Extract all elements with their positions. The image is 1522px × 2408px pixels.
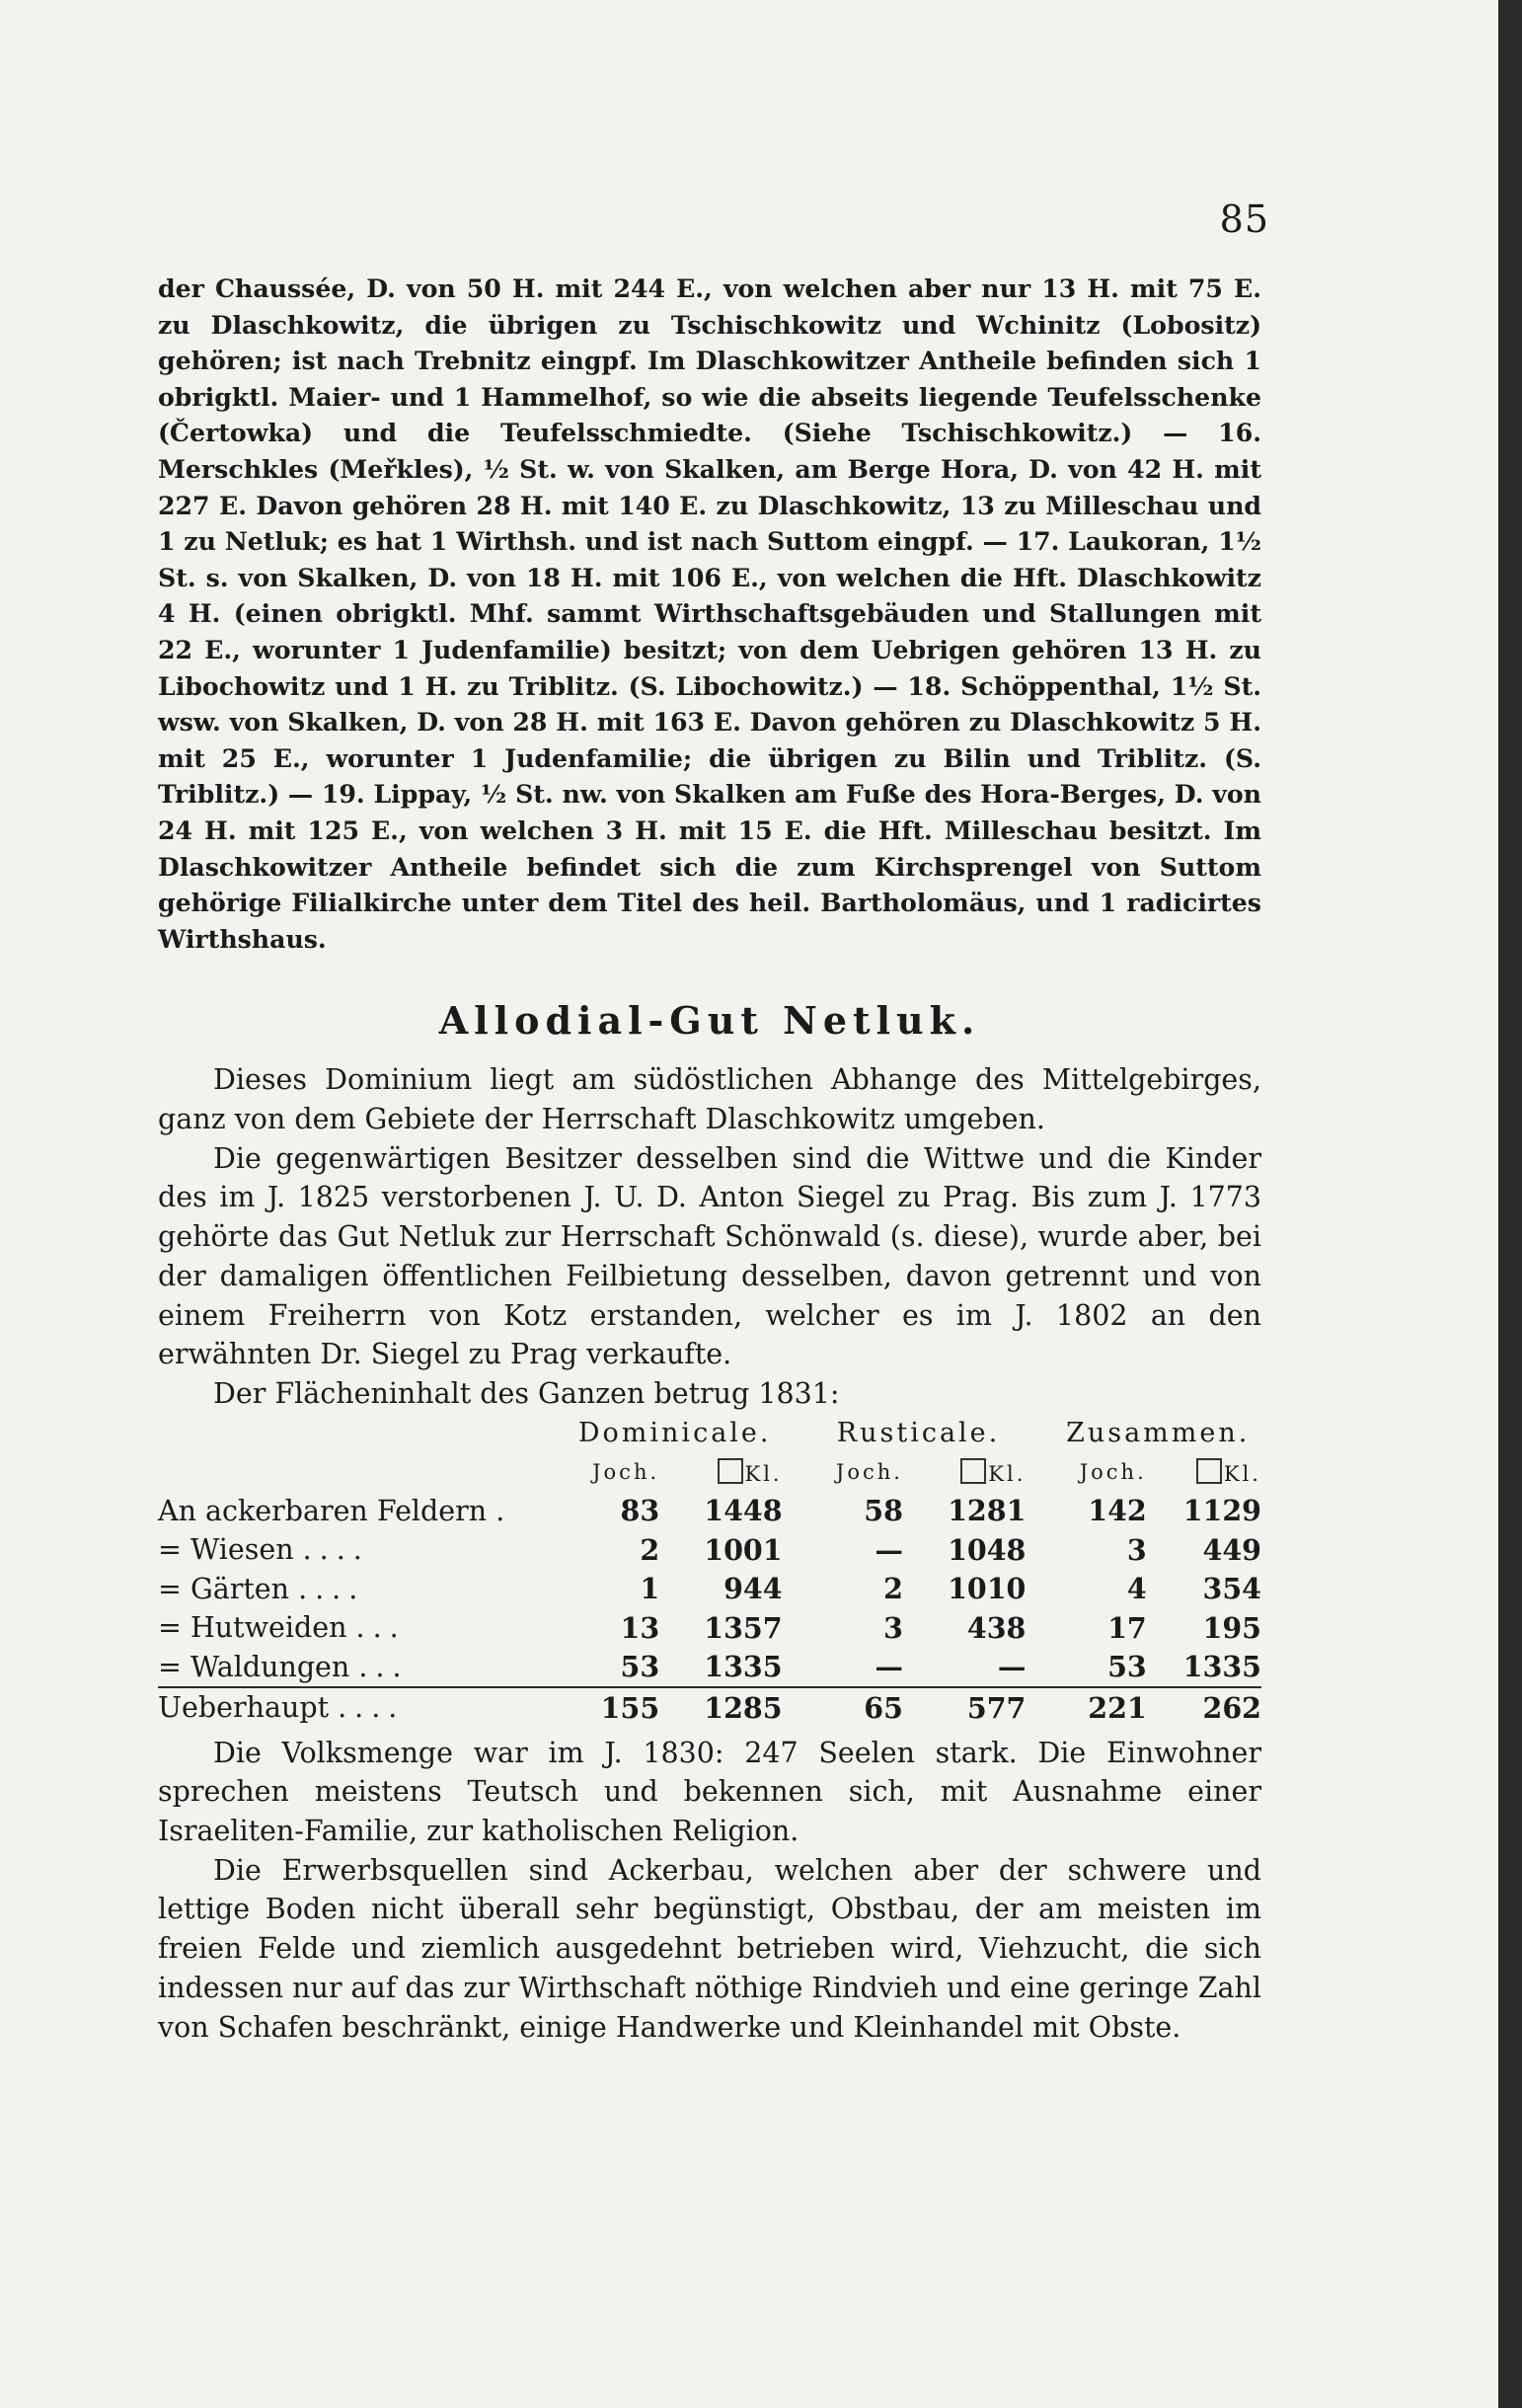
paragraph-owners: Die gegenwärtigen Besitzer desselben sind die Wittwe und die Kinder des im J. 1825 verstorbenen J. U. D. Anton Siegel zu Prag. Bis zum J. 1773 gehörte das Gut Netluk zur Herrschaft Schönwald (s. diese), wurde aber, bei der damaligen öffentlichen Feilbietung desselben, davon getrennt und von einem Freiherrn von Kotz erstanden, welcher es im J. 1802 an den erwähnten Dr. Siegel zu Prag verkaufte. [158, 1141, 1261, 1371]
section-heading: Allodial-Gut Netluk. [438, 998, 981, 1044]
header-rusticale: Rusticale. [836, 1417, 1001, 1448]
table-group-header [158, 1414, 1261, 1453]
cell-dom-kl: 1357 [704, 1610, 783, 1645]
square-icon [718, 1458, 743, 1484]
paragraph-area-intro: Der Flächeninhalt des Ganzen betrug 1831: [213, 1376, 840, 1410]
cell-rus-joch: 2 [883, 1572, 903, 1606]
row-dots: .... [338, 1691, 406, 1725]
row-dots: . [495, 1494, 513, 1527]
unit-klafter: Kl. [903, 1452, 1026, 1492]
cell-rus-joch: — [875, 1532, 903, 1567]
total-rus-joch: 65 [811, 1687, 903, 1728]
row-label: An ackerbaren Feldern [158, 1494, 488, 1527]
total-sum-joch: 221 [1054, 1687, 1146, 1728]
table-row [158, 1492, 1261, 1531]
header-dominicale: Dominicale. [577, 1417, 772, 1448]
header-zusammen: Zusammen. [1066, 1417, 1251, 1448]
row-dots: .... [302, 1533, 370, 1567]
intro-paragraph: der Chaussée, D. von 50 H. mit 244 E., von welchen aber nur 13 H. mit 75 E. zu Dlaschkowitz, die übrigen zu Tschischkowitz und Wchinitz (Lobositz) gehören; ist nach Trebnitz eingpf. Im Dlaschkowitzer Antheile befinden sich 1 obrigktl. Maier- und 1 Hammelhof, so wie die abseits liegende Teufelsschenke (Čertowka) und die Teufelsschmiedte. (Siehe Tschischkowitz.) — 16. Merschkles (Meřkles), ½ St. w. von Skalken, am Berge Hora, D. von 42 H. mit 227 E. Davon gehören 28 H. mit 140 E. zu Dlaschkowitz, 13 zu Milleschau und 1 zu Netluk; es hat 1 Wirthsh. und ist nach Suttom eingpf. — 17. Laukoran, 1½ St. s. von Skalken, D. von 18 H. mit 106 E., von welchen die Hft. Dlaschkowitz 4 H. (einen obrigktl. Mhf. sammt Wirthschaftsgebäuden und Stallungen mit 22 E., worunter 1 Judenfamilie) besitzt; von dem Uebrigen gehören 13 H. zu Libochowitz und 1 H. zu Triblitz. (S. Libochowitz.) — 18. Schöppenthal, 1½ St. wsw. von Skalken, D. von 28 H. mit 163 E. Davon gehören zu Dlaschkowitz 5 H. mit 25 E., worunter 1 Judenfamilie; die übrigen zu Bilin und Triblitz. (S. Triblitz.) — 19. Lippay, ½ St. nw. von Skalken am Fuße des Hora-Berges, D. von 24 H. mit 125 E., von welchen 3 H. mit 15 E. die Hft. Milleschau besitzt. Im Dlaschkowitzer Antheile befindet sich die zum Kirchsprengel von Suttom gehörige Filialkirche unter dem Titel des heil. Bartholomäus, und 1 radicirtes Wirthshaus. [158, 273, 1261, 954]
row-label: = Wiesen [158, 1533, 294, 1567]
cell-rus-joch: 3 [883, 1610, 903, 1645]
table-row [158, 1570, 1261, 1609]
total-label: Ueberhaupt [158, 1691, 330, 1725]
cell-dom-joch: 2 [640, 1532, 660, 1567]
unit-joch: Joch. [1079, 1459, 1147, 1484]
cell-rus-kl: — [997, 1650, 1027, 1684]
row-dots: .... [298, 1572, 366, 1605]
cell-sum-kl: 1335 [1182, 1650, 1261, 1684]
unit-joch: Joch. [835, 1459, 903, 1484]
cell-dom-kl: 1448 [704, 1494, 783, 1528]
unit-klafter: Kl. [1147, 1452, 1261, 1492]
cell-dom-joch: 53 [620, 1650, 660, 1684]
area-table [158, 1414, 1261, 1728]
total-dom-joch: 155 [568, 1687, 659, 1728]
cell-rus-kl: 1010 [948, 1572, 1027, 1606]
cell-sum-kl: 354 [1202, 1572, 1261, 1606]
unit-klafter: Kl. [659, 1452, 782, 1492]
cell-rus-joch: — [875, 1650, 903, 1684]
cell-sum-joch: 17 [1107, 1610, 1147, 1645]
unit-joch: Joch. [592, 1459, 660, 1484]
table-row [158, 1530, 1261, 1570]
table-row [158, 1608, 1261, 1648]
cell-sum-joch: 4 [1126, 1572, 1147, 1606]
row-label: = Hutweiden [158, 1611, 347, 1645]
row-label: = Waldungen [158, 1650, 350, 1683]
cell-dom-joch: 13 [620, 1610, 660, 1645]
cell-dom-kl: 944 [723, 1572, 783, 1606]
total-dom-kl: 1285 [659, 1687, 782, 1728]
paragraph-economy: Die Erwerbsquellen sind Ackerbau, welchen aber der schwere und lettige Boden nicht überall sehr begünstigt, Obstbau, der am meisten im freien Felde und ziemlich ausgedehnt betrieben wird, Viehzucht, die sich indessen nur auf das zur Wirthschaft nöthige Rindvieh und eine geringe Zahl von Schafen beschränkt, einige Handwerke und Kleinhandel mit Obste. [158, 1853, 1261, 2044]
row-label: = Gärten [158, 1572, 289, 1605]
cell-dom-kl: 1001 [704, 1532, 783, 1567]
cell-rus-joch: 58 [864, 1494, 903, 1528]
total-sum-kl: 262 [1147, 1687, 1261, 1728]
cell-dom-joch: 83 [620, 1494, 660, 1528]
cell-sum-joch: 142 [1088, 1494, 1147, 1528]
cell-rus-kl: 438 [966, 1610, 1027, 1645]
page-number: 85 [1219, 197, 1269, 241]
paragraph-location: Dieses Dominium liegt am südöstlichen Abhange des Mittelgebirges, ganz von dem Gebiete der Herrschaft Dlaschkowitz umgeben. [158, 1063, 1261, 1135]
table-total-row [158, 1687, 1261, 1728]
table-row [158, 1648, 1261, 1688]
cell-rus-kl: 1048 [948, 1532, 1027, 1567]
square-icon [1196, 1458, 1222, 1484]
row-dots: ... [358, 1650, 410, 1683]
cell-sum-kl: 195 [1202, 1610, 1261, 1645]
cell-sum-kl: 449 [1202, 1532, 1261, 1567]
cell-sum-kl: 1129 [1182, 1494, 1261, 1528]
cell-dom-kl: 1335 [704, 1650, 783, 1684]
total-rus-kl: 577 [903, 1687, 1026, 1728]
cell-sum-joch: 53 [1107, 1650, 1147, 1684]
paragraph-population: Die Volksmenge war im J. 1830: 247 Seelen stark. Die Einwohner sprechen meistens Teutsch und bekennen sich, mit Ausnahme einer Israeliten-Familie, zur katholischen Religion. [158, 1736, 1261, 1848]
cell-sum-joch: 3 [1126, 1532, 1147, 1567]
table-unit-header [158, 1452, 1261, 1492]
square-icon [960, 1458, 986, 1484]
cell-dom-joch: 1 [640, 1572, 660, 1606]
row-dots: ... [355, 1611, 407, 1645]
cell-rus-kl: 1281 [948, 1494, 1027, 1528]
